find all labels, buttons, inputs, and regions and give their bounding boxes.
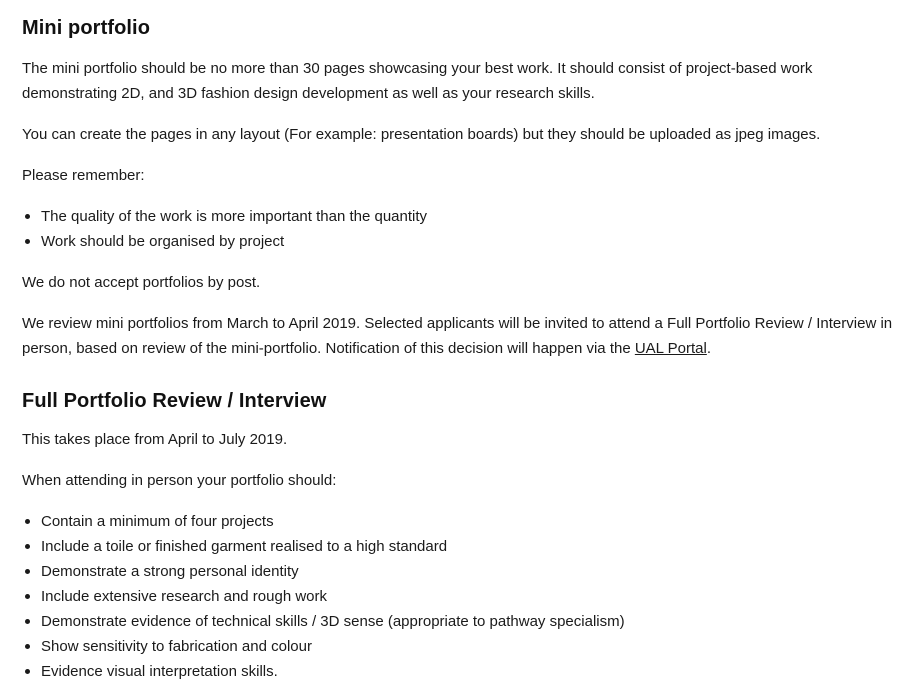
list-item: The quality of the work is more important than the quantity xyxy=(41,204,902,229)
layout-paragraph: You can create the pages in any layout (For example: presentation boards) but they should be uploaded as jpeg images. xyxy=(22,126,821,143)
mini-portfolio-heading: Mini portfolio xyxy=(22,17,151,39)
remember-list xyxy=(22,204,902,254)
review-text: We review mini portfolios from March to April 2019. Selected applicants will be invited to attend a Full Portfolio Review / Interview in person, based on review of the mini-portfolio. Notification of this decision will happen via the xyxy=(22,315,893,357)
list-item: Demonstrate a strong personal identity xyxy=(41,559,902,584)
mini-portfolio-intro: The mini portfolio should be no more than 30 pages showcasing your best work. It should consist of project-based work demonstrating 2D, and 3D fashion design development as well as your research skills. xyxy=(22,60,813,102)
review-end: . xyxy=(706,340,711,357)
list-item: Include extensive research and rough work xyxy=(41,584,902,609)
no-post-paragraph: We do not accept portfolios by post. xyxy=(22,274,261,291)
list-item: Evidence visual interpretation skills. xyxy=(41,659,902,684)
attending-label: When attending in person your portfolio should: xyxy=(22,472,337,489)
full-review-dates: This takes place from April to July 2019. xyxy=(22,431,288,448)
list-item: Show sensitivity to fabrication and colour xyxy=(41,634,902,659)
review-paragraph xyxy=(22,311,902,361)
page-content xyxy=(22,0,902,684)
list-item: Include a toile or finished garment realised to a high standard xyxy=(41,534,902,559)
remember-label: Please remember: xyxy=(22,167,145,184)
ual-portal-link[interactable]: UAL Portal xyxy=(634,340,707,357)
list-item: Demonstrate evidence of technical skills / 3D sense (appropriate to pathway specialism) xyxy=(41,609,902,634)
list-item: Work should be organised by project xyxy=(41,229,902,254)
full-review-heading: Full Portfolio Review / Interview xyxy=(22,390,327,412)
attending-list xyxy=(22,509,902,684)
list-item: Contain a minimum of four projects xyxy=(41,509,902,534)
